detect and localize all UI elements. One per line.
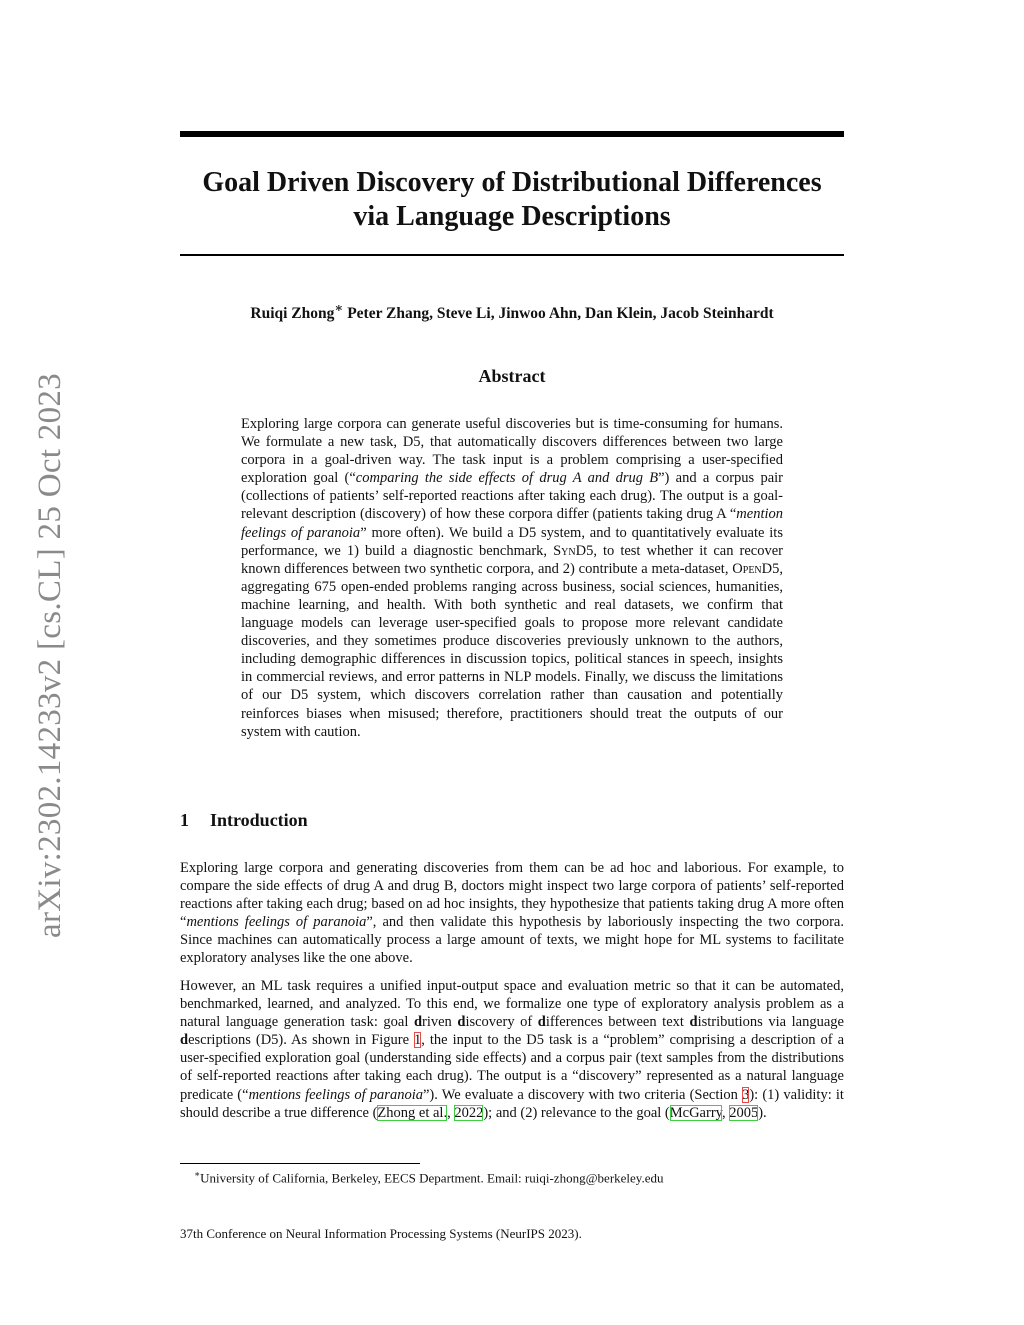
footnote <box>194 1169 663 1186</box>
footnote-rule <box>180 1163 420 1164</box>
title-bottom-rule <box>180 254 844 256</box>
first-author: Ruiqi Zhong <box>250 305 335 323</box>
author-list <box>180 300 844 323</box>
title-line-2: via Language Descriptions <box>353 201 671 232</box>
footnote-text: University of California, Berkeley, EECS Department. Email: ruiqi-zhong@berkeley.edu <box>200 1170 664 1186</box>
author-footnote-mark[interactable]: ∗ <box>334 300 344 315</box>
abstract-heading: Abstract <box>478 366 546 386</box>
intro-paragraph-1: Exploring large corpora and generating discoveries from them can be ad hoc and laborious. For example, to compare the side effects of drug A and drug B, doctors might inspect two large corpora of patients’ self-reported reactions after taking each drug; based on ad hoc insights, they hypothesize that patients taking drug A more often “mentions feelings of paranoia”, and then validate this hypothesis by laboriously inspecting the two corpora. Since machines can automatically process a large amount of texts, we might hope for ML systems to facilitate exploratory analyses like the one above. <box>180 860 844 967</box>
footnote-mark: ∗ <box>194 1169 201 1179</box>
abstract-text: Exploring large corpora can generate useful discoveries but is time-consuming for humans. We formulate a new task, D5, that automatically discovers differences between two large corpora in a goal-driven way. The task input is a problem comprising a user-specified exploration goal (“comparing the side effects of drug A and drug B”) and a corpus pair (collections of patients’ self-reported reactions after taking each drug). The output is a goal-relevant description (discovery) of how these corpora differ (patients taking drug A “mention feelings of paranoia” more often). We build a D5 system, and to quantitatively evaluate its performance, we 1) build a diagnostic benchmark, SynD5, to test whether it can recover known differences between two synthetic corpora, and 2) contribute a meta-dataset, OpenD5, aggregating 675 open-ended problems ranging across business, social sciences, humanities, machine learning, and health. With both synthetic and real datasets, we confirm that language models can leverage user-specified goals to propose more relevant candidate discoveries, and they sometimes produce discoveries previously unknown to the authors, including demographic differences in discussion topics, political stances in speech, insights in commercial reviews, and error patterns in NLP models. Finally, we discuss the limitations of our D5 system, which discovers correlation rather than causation and potentially reinforces biases when misused; therefore, practitioners should treat the outputs of our system with caution. <box>241 416 783 740</box>
citation-zhong-year-link[interactable]: 2022 <box>454 1104 484 1121</box>
other-authors: Peter Zhang, Steve Li, Jinwoo Ahn, Dan Klein, Jacob Steinhardt <box>343 305 774 323</box>
section-heading-introduction <box>180 810 308 831</box>
section-ref-link[interactable]: 3 <box>742 1086 750 1103</box>
section-number: 1 <box>180 810 189 830</box>
citation-mcgarry-year-link[interactable]: 2005 <box>729 1104 759 1121</box>
section-title: Introduction <box>210 810 308 830</box>
conference-note: 37th Conference on Neural Information Processing Systems (NeurIPS 2023). <box>180 1226 582 1241</box>
opend5-name: OpenD5 <box>732 560 780 577</box>
arxiv-identifier: arXiv:2302.14233v2 [cs.CL] 25 Oct 2023 <box>32 373 68 938</box>
intro-paragraph-2: However, an ML task requires a unified input-output space and evaluation metric so that it can be automated, benchmarked, learned, and analyzed. To this end, we formalize one type of exploratory analysis problem as a natural language generation task: goal driven discovery of differences between text distributions via language descriptions (D5). As shown in Figure 1, the input to the D5 task is a “problem” comprising a description of a user-specified exploration goal (understanding side effects) and a corpus pair (text samples from the distributions of self-reported reactions after taking each drug). The output is a “discovery” represented as a natural language predicate (“mentions feelings of paranoia”). We evaluate a discovery with two criteria (Section 3): (1) validity: it should describe a true difference (Zhong et al., 2022); and (2) relevance to the goal (McGarry, 2005). <box>180 978 845 1121</box>
citation-zhong-link[interactable]: Zhong et al. <box>377 1104 448 1121</box>
figure-ref-link[interactable]: 1 <box>414 1032 422 1049</box>
title-line-1: Goal Driven Discovery of Distributional Differences <box>202 167 822 198</box>
paper-title <box>180 166 844 234</box>
title-top-rule <box>180 131 844 137</box>
citation-mcgarry-link[interactable]: McGarry <box>669 1104 722 1121</box>
synd5-name: SynD5 <box>553 542 594 559</box>
